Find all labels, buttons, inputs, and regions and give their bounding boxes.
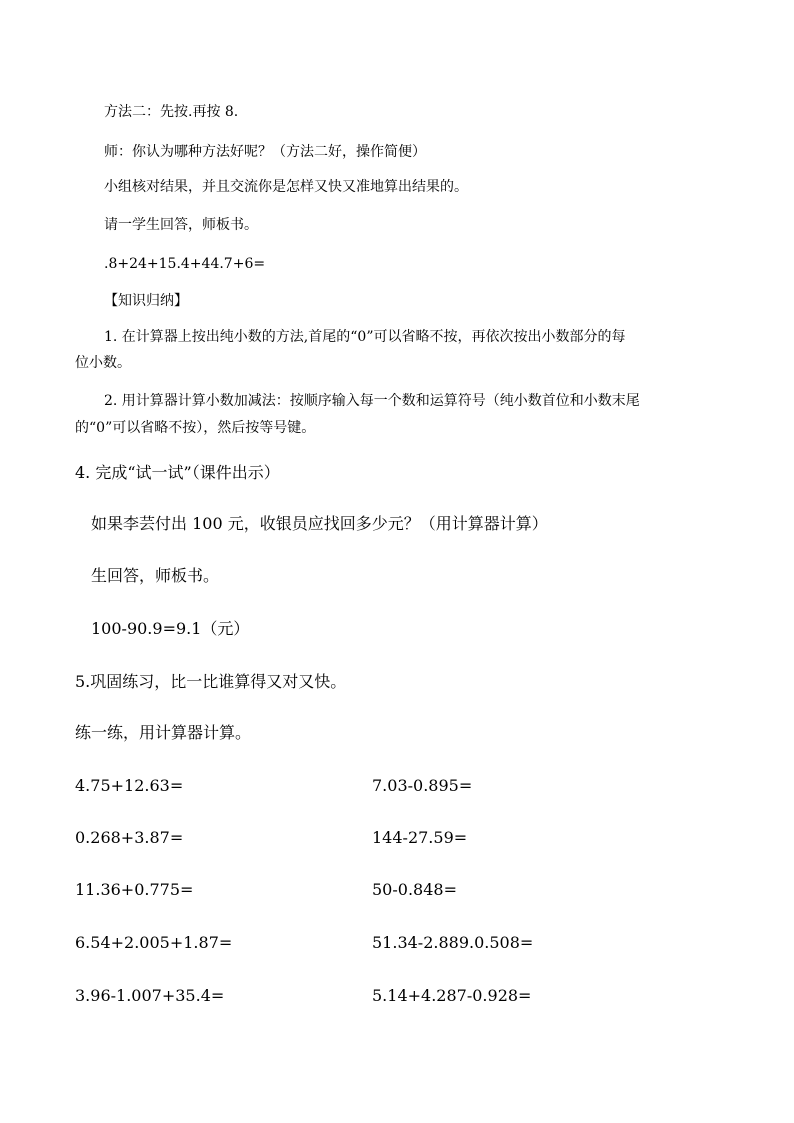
exercise-left: 0.268+3.87= — [75, 828, 184, 847]
section-4-question: 如果李芸付出 100 元，收银员应找回多少元？（用计算器计算） — [91, 514, 548, 533]
knowledge-point-1-line-2: 位小数。 — [75, 355, 131, 371]
section-4-title: 4. 完成“试一试”（课件出示） — [75, 463, 280, 482]
exercise-left: 11.36+0.775= — [75, 880, 194, 899]
exercise-right: 51.34-2.889.0.508= — [372, 933, 534, 952]
student-answer-text: 请一学生回答，师板书。 — [104, 217, 258, 233]
knowledge-point-1-line-1: 1. 在计算器上按出纯小数的方法,首尾的“0”可以省略不按，再依次按出小数部分的每 — [104, 329, 626, 345]
knowledge-heading: 【知识归纳】 — [104, 293, 188, 309]
exercise-right: 7.03-0.895= — [372, 776, 473, 795]
method-two-text: 方法二：先按.再按 8. — [104, 104, 239, 120]
addition-formula: .8+24+15.4+44.7+6= — [104, 256, 266, 272]
knowledge-point-2-line-1: 2. 用计算器计算小数加减法：按顺序输入每一个数和运算符号（纯小数首位和小数末尾 — [104, 393, 640, 409]
section-4-formula: 100-90.9=9.1（元） — [91, 619, 250, 638]
exercise-left: 3.96-1.007+35.4= — [75, 986, 225, 1005]
exercise-left: 4.75+12.63= — [75, 776, 184, 795]
practice-instruction: 练一练，用计算器计算。 — [75, 723, 252, 742]
group-check-text: 小组核对结果，并且交流你是怎样又快又准地算出结果的。 — [104, 179, 468, 195]
exercise-left: 6.54+2.005+1.87= — [75, 933, 233, 952]
section-5-title: 5.巩固练习，比一比谁算得又对又快。 — [75, 672, 347, 691]
section-4-response: 生回答，师板书。 — [91, 566, 220, 585]
knowledge-point-2-line-2: 的“0”可以省略不按），然后按等号键。 — [75, 420, 316, 436]
teacher-question-text: 师：你认为哪种方法好呢？（方法二好，操作简便） — [104, 144, 426, 160]
exercise-right: 5.14+4.287-0.928= — [372, 986, 532, 1005]
exercise-right: 50-0.848= — [372, 880, 457, 899]
exercise-right: 144-27.59= — [372, 828, 468, 847]
